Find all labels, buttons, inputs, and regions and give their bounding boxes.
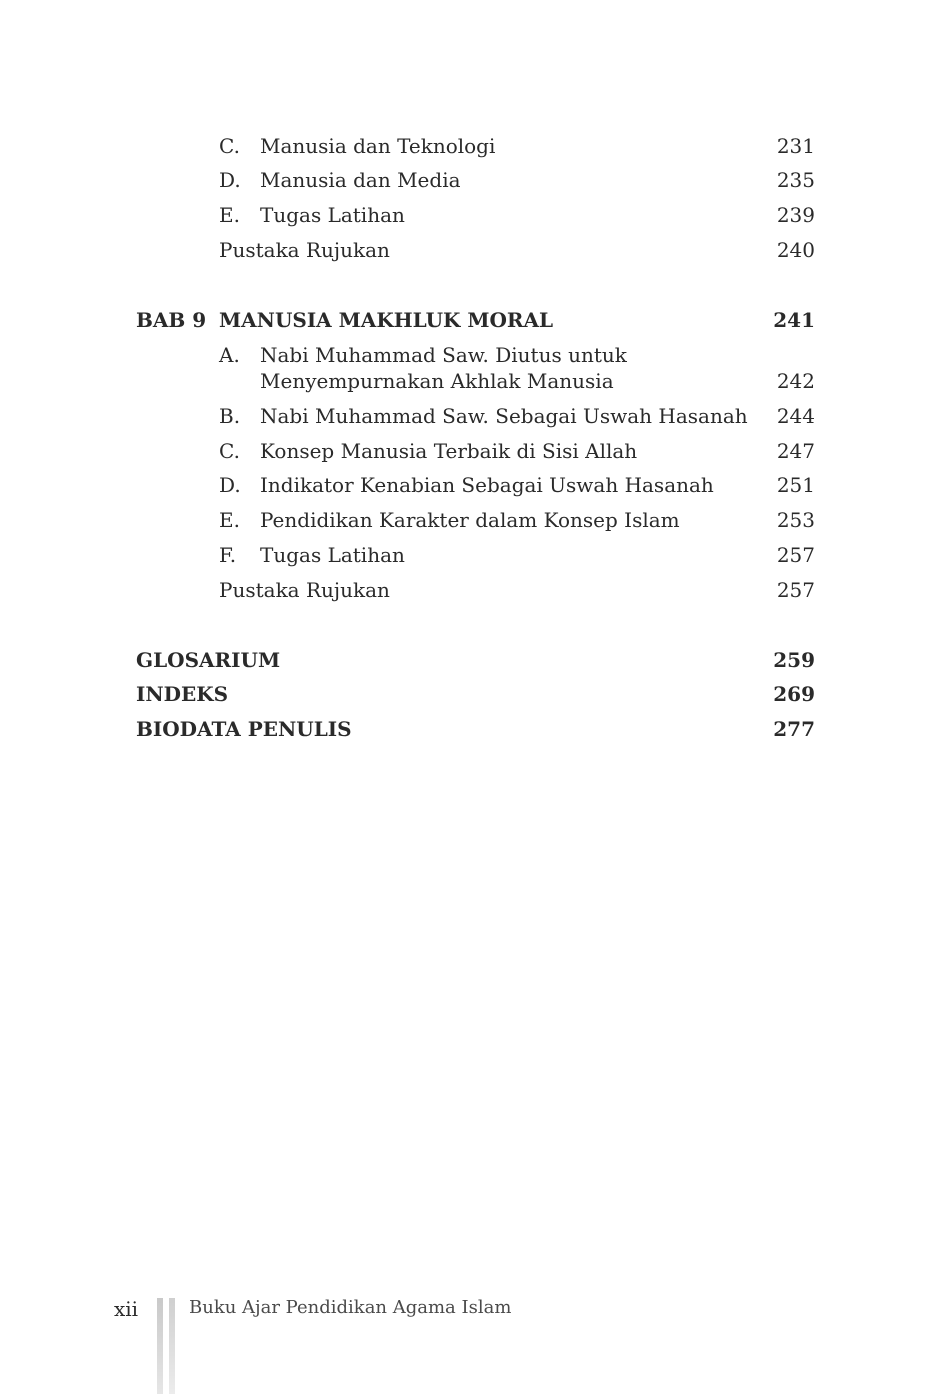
toc-entry-page: 257 [776, 578, 815, 602]
toc-entry-page: 247 [776, 439, 815, 463]
toc-entry-page: 240 [776, 238, 815, 262]
toc-entry-title-line2: Menyempurnakan Akhlak Manusia [260, 369, 614, 393]
toc-entry[interactable] [136, 472, 815, 498]
toc-entry-title: Manusia dan Teknologi [260, 134, 496, 158]
toc-entry-title: Konsep Manusia Terbaik di Sisi Allah [260, 439, 638, 463]
toc-section-glosarium[interactable] [136, 647, 815, 673]
toc-entry-letter: B. [219, 404, 241, 428]
toc-entry-page: 244 [776, 404, 815, 428]
section-title: GLOSARIUM [136, 648, 281, 672]
footer-decorative-bar [169, 1298, 175, 1394]
toc-section-biodata[interactable] [136, 716, 815, 742]
toc-entry[interactable] [136, 542, 815, 568]
footer-book-title: Buku Ajar Pendidikan Agama Islam [189, 1297, 512, 1318]
toc-entry-letter: D. [219, 168, 241, 192]
toc-entry-title: Manusia dan Media [260, 168, 461, 192]
toc-entry-title: Pendidikan Karakter dalam Konsep Islam [260, 508, 680, 532]
toc-entry-letter: E. [219, 203, 240, 227]
toc-entry-title: Tugas Latihan [260, 203, 405, 227]
toc-entry-pustaka[interactable] [136, 577, 815, 603]
toc-entry-letter: F. [219, 543, 237, 567]
toc-entry-pustaka[interactable] [136, 237, 815, 263]
section-title: BIODATA PENULIS [136, 717, 352, 741]
toc-entry-title [260, 342, 627, 394]
toc-entry-page: 242 [776, 369, 815, 393]
toc-entry-page: 257 [776, 543, 815, 567]
section-page: 269 [773, 682, 815, 706]
toc-entry-letter: C. [219, 134, 240, 158]
toc-entry[interactable] [136, 167, 815, 193]
chapter-page: 241 [773, 308, 815, 332]
toc-entry-letter: A. [219, 343, 240, 367]
toc-entry-letter: C. [219, 439, 240, 463]
toc-entry-page: 239 [776, 203, 815, 227]
section-page: 259 [773, 648, 815, 672]
toc-chapter-heading[interactable] [136, 307, 815, 333]
footer-decorative-bar [157, 1298, 163, 1394]
toc-entry[interactable] [136, 202, 815, 228]
chapter-label: BAB 9 [136, 308, 207, 332]
toc-entry-page: 253 [776, 508, 815, 532]
toc-entry-title: Indikator Kenabian Sebagai Uswah Hasanah [260, 473, 714, 497]
toc-entry[interactable] [136, 403, 815, 429]
chapter-title: MANUSIA MAKHLUK MORAL [219, 308, 554, 332]
toc-entry-page: 251 [776, 473, 815, 497]
footer-page-number: xii [114, 1297, 139, 1321]
section-page: 277 [773, 717, 815, 741]
toc-entry-page: 235 [776, 168, 815, 192]
toc-entry-title: Pustaka Rujukan [219, 578, 390, 602]
toc-entry-letter: D. [219, 473, 241, 497]
toc-entry-title: Nabi Muhammad Saw. Sebagai Uswah Hasanah [260, 404, 748, 428]
toc-entry[interactable] [136, 342, 815, 394]
toc-entry-title-line1: Nabi Muhammad Saw. Diutus untuk [260, 343, 627, 367]
toc-entry-title: Tugas Latihan [260, 543, 405, 567]
toc-entry-letter: E. [219, 508, 240, 532]
toc-entry-title: Pustaka Rujukan [219, 238, 390, 262]
toc-entry[interactable] [136, 507, 815, 533]
toc-entry-page: 231 [776, 134, 815, 158]
toc-section-indeks[interactable] [136, 681, 815, 707]
toc-entry[interactable] [136, 133, 815, 159]
section-title: INDEKS [136, 682, 229, 706]
toc-entry[interactable] [136, 438, 815, 464]
